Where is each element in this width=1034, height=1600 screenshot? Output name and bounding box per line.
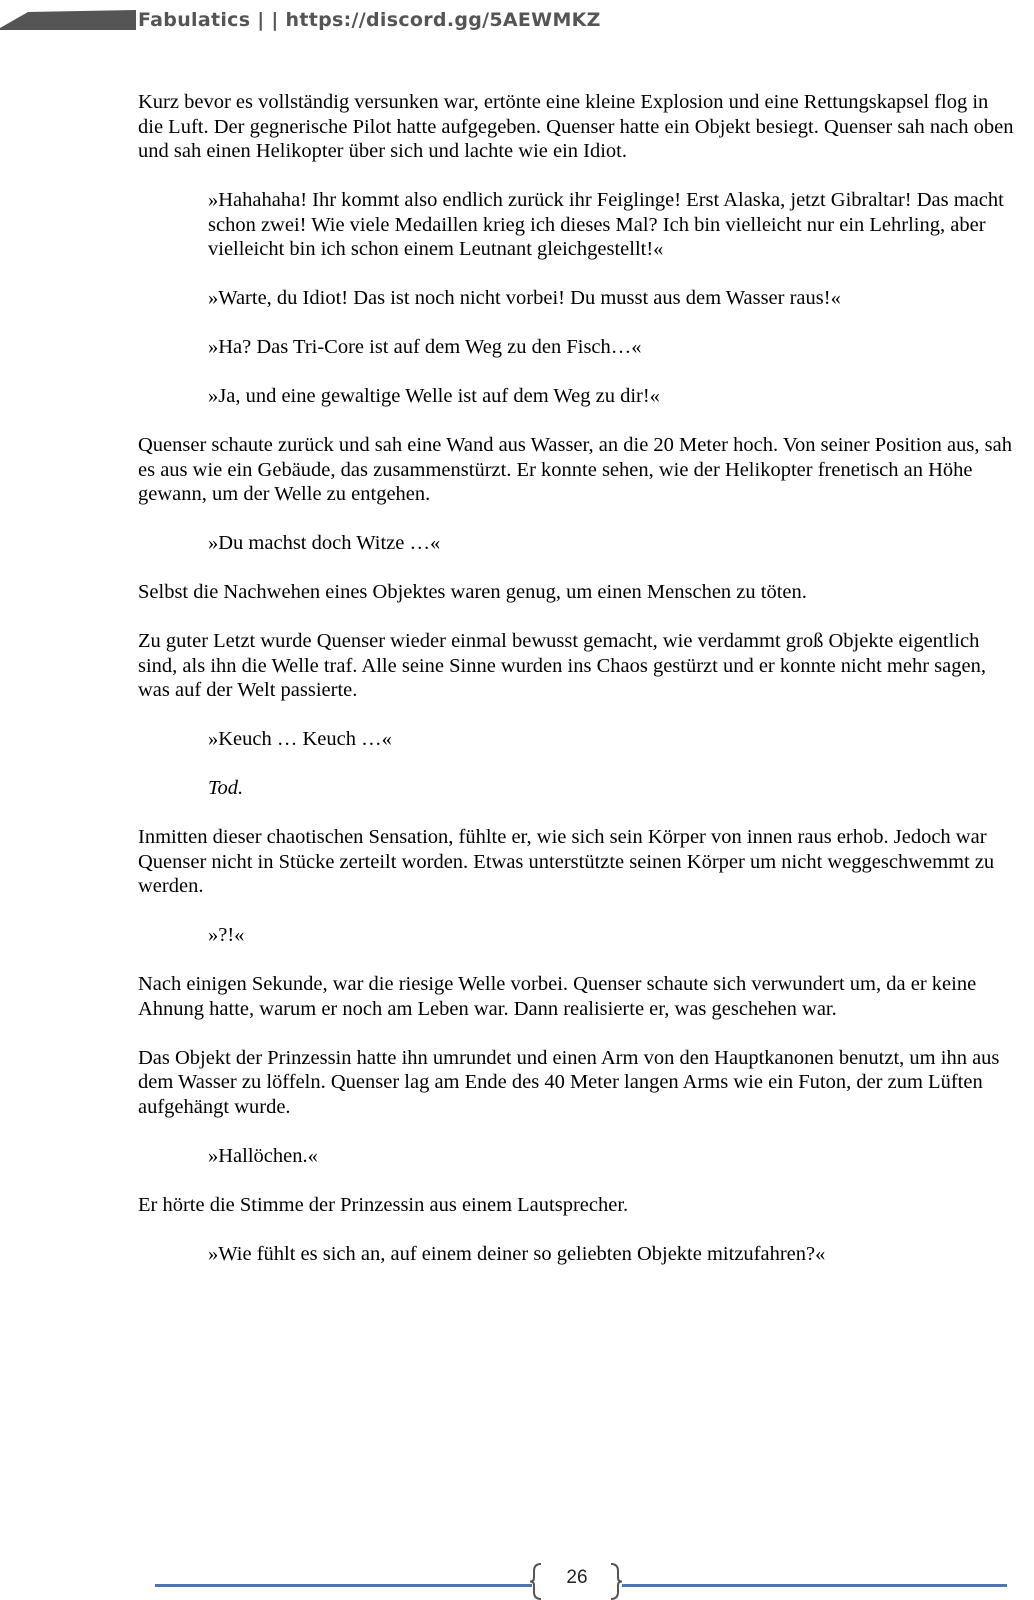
footer-rule-right — [622, 1584, 1007, 1587]
dialogue-paragraph: »Hahahaha! Ihr kommt also endlich zurück ihr Feiglinge! Erst Alaska, jetzt Gibraltar! Das macht schon zwei! Wie viele Medaillen krieg ich dieses Mal? Ich bin vielleicht nur ein Lehrling, aber vielleicht bin ich schon einem Leutnant gleichgestellt!« — [208, 189, 1004, 260]
paragraph: Quenser schaute zurück und sah eine Wand aus Wasser, an die 20 Meter hoch. Von seiner Position aus, sah es aus wie ein Gebäude, das zusammenstürzt. Er konnte sehen, wie der Helikopter frenetisch an Höhe gewann, um der Welle zu entgehen. — [138, 434, 1012, 505]
paragraph: Inmitten dieser chaotischen Sensation, fühlte er, wie sich sein Körper von innen raus erhob. Jedoch war Quenser nicht in Stücke zerteilt worden. Etwas unterstützte seinen Körper um nicht weggeschwemmt zu werden. — [138, 826, 995, 897]
dialogue-paragraph: »Hallöchen.« — [208, 1144, 318, 1167]
paragraph: Kurz bevor es vollständig versunken war, ertönte eine kleine Explosion und eine Rettungskapsel flog in die Luft. Der gegnerische Pilot hatte aufgegeben. Quenser hatte ein Objekt besiegt. Quenser sah nach oben und sah einen Helikopter über sich und lachte wie ein Idiot. — [138, 91, 1014, 162]
dialogue-paragraph: »Ja, und eine gewaltige Welle ist auf dem Weg zu dir!« — [208, 385, 660, 407]
italic-thought: Tod. — [208, 777, 244, 799]
header-title: Fabulatics | | https://discord.gg/5AEWMKZ — [138, 9, 601, 31]
footer-bracket-left-icon — [529, 1563, 543, 1600]
paragraph: Selbst die Nachwehen eines Objektes waren genug, um einen Menschen zu töten. — [138, 581, 807, 603]
dialogue-paragraph: »Keuch … Keuch …« — [208, 728, 392, 750]
paragraph: Nach einigen Sekunde, war die riesige Welle vorbei. Quenser schaute sich verwundert um, da er keine Ahnung hatte, warum er noch am Leben war. Dann realisierte er, was geschehen war. — [138, 973, 977, 1020]
paragraph: Er hörte die Stimme der Prinzessin aus einem Lautsprecher. — [138, 1193, 629, 1216]
document-body — [138, 90, 1018, 1291]
dialogue-paragraph: »Warte, du Idiot! Das ist noch nicht vorbei! Du musst aus dem Wasser raus!« — [208, 287, 841, 309]
header-bar — [0, 10, 136, 30]
dialogue-paragraph: »Du machst doch Witze …« — [208, 532, 441, 554]
dialogue-paragraph: »Wie fühlt es sich an, auf einem deiner so geliebten Objekte mitzufahren?« — [208, 1242, 826, 1265]
page-number: 26 — [566, 1567, 588, 1588]
page-footer — [155, 1563, 1007, 1600]
footer-rule-left — [155, 1584, 532, 1587]
paragraph: Zu guter Letzt wurde Quenser wieder einmal bewusst gemacht, wie verdammt groß Objekte eigentlich sind, als ihn die Welle traf. Alle seine Sinne wurden ins Chaos gestürzt und er konnte nicht mehr sagen, was auf der Welt passierte. — [138, 630, 986, 701]
dialogue-paragraph: »?!« — [208, 924, 245, 946]
footer-bracket-right-icon — [609, 1563, 623, 1600]
dialogue-paragraph: »Ha? Das Tri-Core ist auf dem Weg zu den Fisch…« — [208, 336, 642, 358]
paragraph: Das Objekt der Prinzessin hatte ihn umrundet und einen Arm von den Hauptkanonen benutzt, um ihn aus dem Wasser zu löffeln. Quenser lag am Ende des 40 Meter langen Arms wie ein Futon, der zum Lüften aufgehängt wurde. — [138, 1046, 1000, 1118]
